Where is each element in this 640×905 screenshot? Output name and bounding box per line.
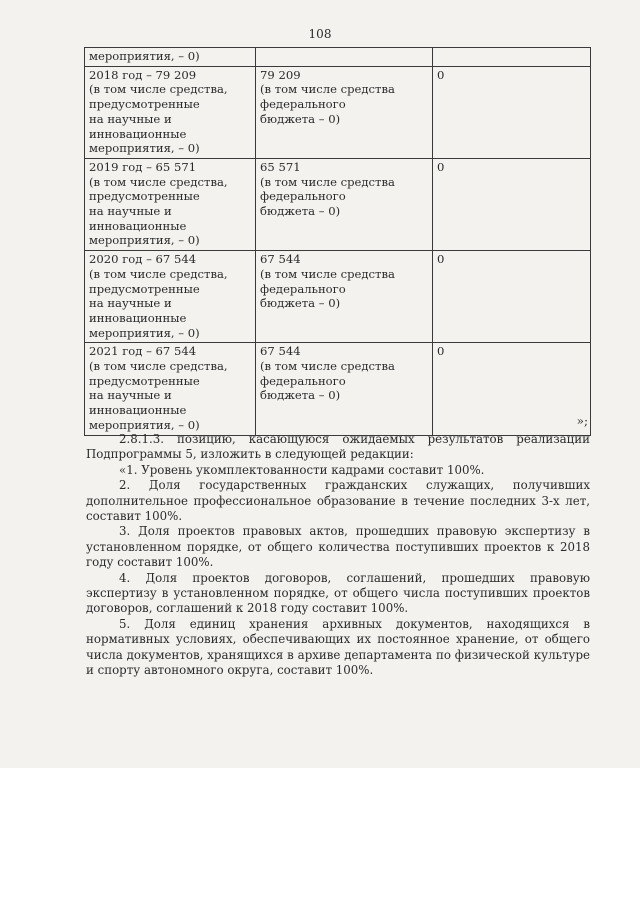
table-cell-federal — [256, 48, 433, 67]
table-cell-other: 0 — [433, 343, 591, 435]
paragraph-result-5: 5. Доля единиц хранения архивных документов, находящихся в нормативных условиях, обеспечивающих их постоянное хранение, от общего числа документов, хранящихся в архиве департамента по физической культуре и спорту автономного округа, составит 100%. — [86, 616, 590, 678]
paragraph-result-2: 2. Доля государственных гражданских служащих, получивших дополнительное профессиональное образование в течение последних 3-х лет, составит 100%. — [86, 478, 590, 524]
table-cell-funding-total: 2020 год – 67 544 (в том числе средства, предусмотренные на научные и инновационные мероприятия, – 0) — [85, 251, 256, 343]
table-cell-funding-total: мероприятия, – 0) — [85, 48, 256, 67]
paragraph-amendment: 2.8.1.3. позицию, касающуюся ожидаемых результатов реализации Подпрограммы 5, изложить в следующей редакции: — [86, 432, 590, 462]
paragraph-result-1: «1. Уровень укомплектованности кадрами составит 100%. — [119, 462, 485, 477]
table-row — [85, 251, 591, 343]
table-cell-other: 0 — [433, 251, 591, 343]
table-row — [85, 48, 591, 67]
paragraph-result-4: 4. Доля проектов договоров, соглашений, прошедших правовую экспертизу в установленном порядке, от общего числа поступивших проектов договоров, соглашений к 2018 году составит 100%. — [86, 570, 590, 616]
table-cell-federal: 67 544 (в том числе средства федерального бюджета – 0) — [256, 251, 433, 343]
table-cell-federal: 65 571 (в том числе средства федерального бюджета – 0) — [256, 158, 433, 250]
document-body — [86, 432, 590, 679]
table-row — [85, 343, 591, 435]
page-number: 108 — [308, 27, 332, 41]
table-cell-funding-total: 2018 год – 79 209 (в том числе средства, предусмотренные на научные и инновационные мероприятия, – 0) — [85, 66, 256, 158]
table-cell-federal: 67 544 (в том числе средства федерального бюджета – 0) — [256, 343, 433, 435]
table-cell-federal: 79 209 (в том числе средства федерального бюджета – 0) — [256, 66, 433, 158]
closing-quote: »; — [576, 414, 588, 428]
table-row — [85, 66, 591, 158]
table-cell-funding-total: 2021 год – 67 544 (в том числе средства, предусмотренные на научные и инновационные мероприятия, – 0) — [85, 343, 256, 435]
table-cell-other: 0 — [433, 66, 591, 158]
paragraph-result-3: 3. Доля проектов правовых актов, прошедших правовую экспертизу в установленном порядке, от общего количества поступивших проектов к 2018 году составит 100%. — [86, 524, 590, 570]
funding-table — [84, 47, 591, 436]
table-row — [85, 158, 591, 250]
blank-margin — [0, 768, 640, 905]
table-cell-other — [433, 48, 591, 67]
table-cell-other: 0 — [433, 158, 591, 250]
table-cell-funding-total: 2019 год – 65 571 (в том числе средства, предусмотренные на научные и инновационные мероприятия, – 0) — [85, 158, 256, 250]
